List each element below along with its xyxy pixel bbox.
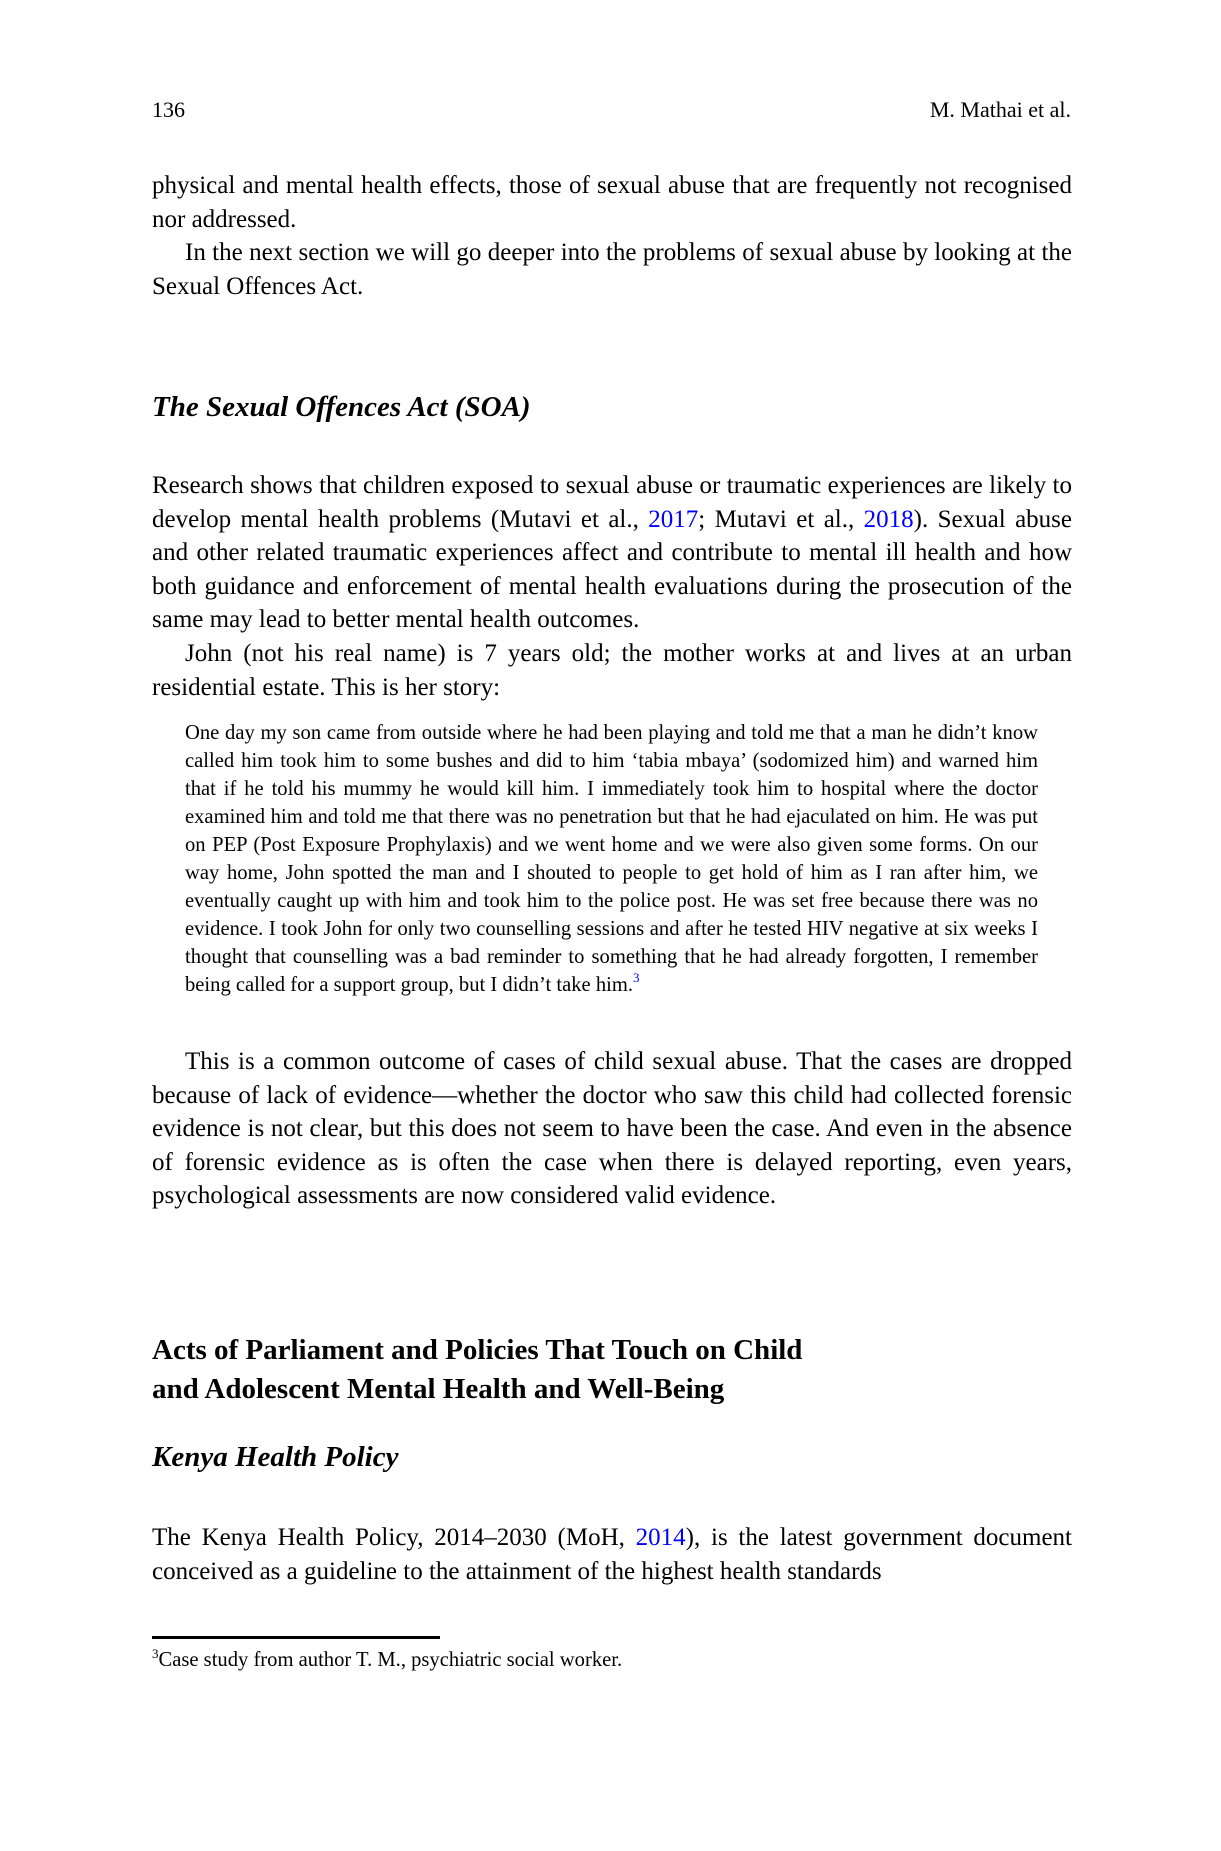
soa-para1-text-a: Research shows that children exposed to sexual abuse or traumatic experiences are likely to develop mental health problems (Mutavi et al., [152, 472, 1072, 533]
soa-paragraph-1 [152, 469, 1072, 637]
acts-heading-line-1: Acts of Parliament and Policies That Touch on Child [152, 1334, 803, 1366]
kenya-para1-text-b: ), is the latest government document conceived as a guideline to the attainment of the highest health standards [152, 1524, 1072, 1585]
footnote-ref-3[interactable]: 3 [633, 970, 640, 985]
soa-paragraph-2: John (not his real name) is 7 years old; the mother works at and lives at an urban residential estate. This is her story: [152, 640, 1072, 701]
citation-link-2014[interactable]: 2014 [635, 1524, 686, 1551]
citation-link-2017[interactable]: 2017 [648, 505, 699, 533]
page-number: 136 [152, 97, 185, 122]
soa-para1-text-b: ; Mutavi et al., [698, 505, 864, 533]
continuation-paragraph-2: In the next section we will go deeper into the problems of sexual abuse by looking at the Sexual Offences Act. [152, 239, 1072, 300]
kenya-paragraph-1 [152, 1521, 1072, 1588]
section-heading-acts [152, 1331, 1072, 1409]
soa-paragraph-3: This is a common outcome of cases of child sexual abuse. That the cases are dropped because of lack of evidence—whether the doctor who saw this child had collected forensic evidence is not clear, but this does not seem to have been the case. And even in the absence of forensic evidence as is often the case when there is delayed reporting, even years, psychological assessments are now considered valid evidence. [152, 1048, 1072, 1209]
acts-heading-line-2: and Adolescent Mental Health and Well-Being [152, 1373, 725, 1405]
footnote-divider [152, 1636, 440, 1639]
running-head [152, 96, 1071, 124]
footnote-3 [152, 1646, 622, 1674]
soa-para1-text-c: ). Sexual abuse and other related traumatic experiences affect and contribute to mental ill health and how both guidance and enforcement of mental health evaluations during the prosecution of the same may lead to better mental health outcomes. [152, 505, 1072, 633]
section-heading-kenya-health-policy: Kenya Health Policy [152, 1441, 399, 1473]
kenya-para1-text-a: The Kenya Health Policy, 2014–2030 (MoH, [152, 1524, 636, 1551]
quote-text: One day my son came from outside where he had been playing and told me that a man he didn’t know called him took him to some bushes and did to him ‘tabia mbaya’ (sodomized him) and warned him that if he told his mummy he would kill him. I immediately took him to hospital where the doctor examined him and told me that there was no penetration but that he had ejaculated on him. He was put on PEP (Post Exposure Prophylaxis) and we went home and we were also given some forms. On our way home, John spotted the man and I shouted to people to get hold of him as I ran after him, we eventually caught up with him and took him to the police post. He was set free because there was no evidence. I took John for only two counselling sessions and after he tested HIV negative at six weeks I thought that counselling was a bad reminder to something that he had already forgotten, I remember being called for a support group, but I didn’t take him. [185, 722, 1038, 996]
running-head-authors: M. Mathai et al. [929, 97, 1071, 122]
case-study-quote [185, 719, 1038, 999]
section-heading-soa: The Sexual Offences Act (SOA) [152, 391, 531, 423]
footnote-number: 3 [152, 1646, 159, 1661]
citation-link-2018[interactable]: 2018 [863, 505, 914, 533]
footnote-text: Case study from author T. M., psychiatric social worker. [158, 1649, 623, 1671]
continuation-paragraph-1: physical and mental health effects, those of sexual abuse that are frequently not recognised nor addressed. [152, 172, 1072, 233]
